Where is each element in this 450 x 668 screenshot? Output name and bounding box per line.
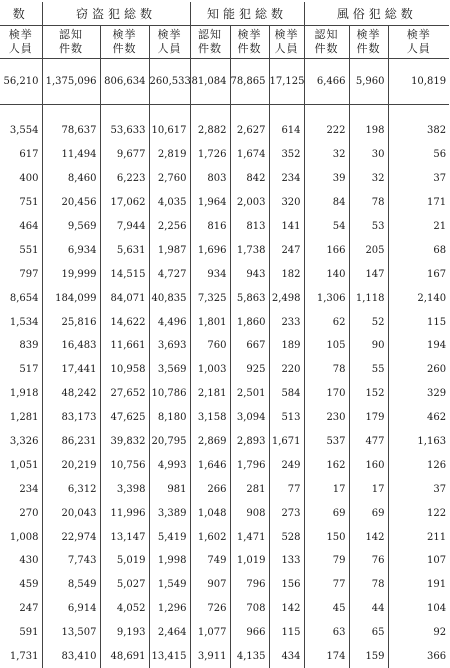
table-cell: 17 — [349, 477, 388, 501]
subheader-label: 検挙 人員 — [406, 28, 431, 55]
table-cell: 105 — [304, 334, 349, 358]
table-cell: 159 — [349, 645, 388, 668]
table-cell: 4,035 — [149, 191, 190, 215]
table-cell: 1,738 — [230, 238, 269, 262]
header-group-intellectual: 知能犯総数 — [190, 2, 304, 26]
table-cell: 63 — [304, 621, 349, 645]
table-cell: 45 — [304, 597, 349, 621]
table-cell: 83,173 — [42, 406, 100, 430]
table-cell: 174 — [304, 645, 349, 668]
subheader-label: 検挙 人員 — [274, 28, 299, 55]
table-cell: 92 — [388, 621, 449, 645]
table-cell: 1,860 — [230, 310, 269, 334]
table-cell: 1,296 — [149, 597, 190, 621]
table-cell: 908 — [230, 501, 269, 525]
total-cell: 5,960 — [349, 59, 388, 105]
table-cell: 8,549 — [42, 573, 100, 597]
subheader-label: 検挙 件数 — [112, 28, 137, 55]
subheader-cell — [349, 26, 388, 59]
table-cell: 270 — [19, 507, 39, 519]
table-cell: 3,693 — [149, 334, 190, 358]
table-cell: 839 — [19, 340, 39, 352]
total-cell: 6,466 — [304, 59, 349, 105]
total-cell: 56,210 — [0, 59, 42, 105]
header-group-morals: 風俗犯総数 — [304, 2, 449, 26]
table-cell: 107 — [388, 549, 449, 573]
table-row — [0, 262, 449, 286]
table-cell: 78 — [349, 191, 388, 215]
table-cell: 84,071 — [100, 286, 149, 310]
table-cell: 5,631 — [100, 238, 149, 262]
table-cell: 37 — [388, 477, 449, 501]
header-group-count: 数 — [0, 2, 42, 26]
table-subheader — [0, 26, 449, 59]
table-cell: 19,999 — [42, 262, 100, 286]
table-row — [0, 525, 449, 549]
table-cell: 53,633 — [100, 119, 149, 143]
table-cell: 803 — [190, 167, 230, 191]
table-cell: 30 — [349, 143, 388, 167]
table-cell: 7,325 — [190, 286, 230, 310]
table-cell: 32 — [349, 167, 388, 191]
table-cell: 4,727 — [149, 262, 190, 286]
table-cell: 40,835 — [149, 286, 190, 310]
table-cell: 13,147 — [100, 525, 149, 549]
table-cell: 17,441 — [42, 358, 100, 382]
table-cell: 39 — [304, 167, 349, 191]
subheader-cell — [0, 26, 42, 59]
table-cell: 464 — [19, 221, 39, 232]
table-cell: 366 — [388, 645, 449, 668]
table-cell: 281 — [230, 477, 269, 501]
subheader-cell — [388, 26, 449, 59]
table-cell: 233 — [269, 310, 304, 334]
table-cell: 9,193 — [100, 621, 149, 645]
table-cell: 77 — [269, 477, 304, 501]
table-cell: 400 — [19, 173, 39, 185]
table-cell: 617 — [19, 149, 39, 161]
table-cell: 2,498 — [269, 286, 304, 310]
table-cell: 477 — [349, 430, 388, 454]
table-cell: 966 — [230, 621, 269, 645]
table-row — [0, 334, 449, 358]
table-cell: 11,494 — [42, 143, 100, 167]
table-cell: 1,674 — [230, 143, 269, 167]
table-cell: 943 — [230, 262, 269, 286]
table-cell: 22,974 — [42, 525, 100, 549]
table-cell: 925 — [230, 358, 269, 382]
table-cell: 4,993 — [149, 453, 190, 477]
table-cell: 1,163 — [388, 430, 449, 454]
table-cell: 1,019 — [230, 549, 269, 573]
table-row — [0, 501, 449, 525]
subheader-label: 検挙 人員 — [8, 28, 33, 55]
table-cell: 171 — [388, 191, 449, 215]
table-cell: 78,637 — [42, 119, 100, 143]
table-cell: 8,654 — [9, 292, 39, 304]
table-cell: 1,801 — [190, 310, 230, 334]
subheader-label: 認知 件数 — [314, 28, 339, 55]
table-cell: 537 — [304, 430, 349, 454]
table-cell: 25,816 — [42, 310, 100, 334]
table-cell: 667 — [230, 334, 269, 358]
table-cell: 1,306 — [304, 286, 349, 310]
table-cell: 83,410 — [42, 645, 100, 668]
total-section — [0, 59, 449, 120]
table-cell: 434 — [269, 645, 304, 668]
table-cell: 3,326 — [9, 436, 39, 448]
table-row — [0, 430, 449, 454]
table-cell: 115 — [269, 621, 304, 645]
table-cell: 1,646 — [190, 453, 230, 477]
table-cell: 211 — [388, 525, 449, 549]
table-cell: 189 — [269, 334, 304, 358]
table-cell: 760 — [190, 334, 230, 358]
table-cell: 84 — [304, 191, 349, 215]
table-cell: 2,181 — [190, 382, 230, 406]
table-cell: 1,118 — [349, 286, 388, 310]
table-cell: 1,051 — [9, 459, 39, 471]
table-cell: 76 — [349, 549, 388, 573]
table-cell: 260 — [388, 358, 449, 382]
table-cell: 5,863 — [230, 286, 269, 310]
table-cell: 1,731 — [9, 651, 39, 663]
table-cell: 48,242 — [42, 382, 100, 406]
table-cell: 62 — [304, 310, 349, 334]
table-cell: 162 — [304, 453, 349, 477]
table-cell: 1,964 — [190, 191, 230, 215]
table-row — [0, 238, 449, 262]
table-cell: 2,256 — [149, 215, 190, 239]
table-cell: 2,627 — [230, 119, 269, 143]
table-row — [0, 573, 449, 597]
table-cell: 14,515 — [100, 262, 149, 286]
table-cell: 352 — [269, 143, 304, 167]
table-cell: 126 — [388, 453, 449, 477]
table-cell: 3,569 — [149, 358, 190, 382]
total-cell: 10,819 — [388, 59, 449, 105]
table-row — [0, 406, 449, 430]
table-cell: 1,281 — [9, 412, 39, 424]
table-cell: 104 — [388, 597, 449, 621]
subheader-cell — [100, 26, 149, 59]
table-body — [0, 119, 449, 668]
table-cell: 13,415 — [149, 645, 190, 668]
header-group-theft: 窃盗犯総数 — [42, 2, 190, 26]
table-cell: 55 — [349, 358, 388, 382]
table-cell: 14,622 — [100, 310, 149, 334]
subheader-label: 検挙 件数 — [237, 28, 262, 55]
table-cell: 584 — [269, 382, 304, 406]
table-row — [0, 477, 449, 501]
table-cell: 6,934 — [42, 238, 100, 262]
table-cell: 10,786 — [149, 382, 190, 406]
table-cell: 1,077 — [190, 621, 230, 645]
table-row — [0, 191, 449, 215]
table-cell: 39,832 — [100, 430, 149, 454]
crime-statistics-table — [0, 2, 449, 668]
table-cell: 591 — [19, 627, 39, 639]
subheader-cell — [304, 26, 349, 59]
table-cell: 9,677 — [100, 143, 149, 167]
table-cell: 152 — [349, 382, 388, 406]
table-cell: 4,135 — [230, 645, 269, 668]
table-cell: 11,996 — [100, 501, 149, 525]
table-cell: 273 — [269, 501, 304, 525]
table-cell: 141 — [269, 215, 304, 239]
table-cell: 1,602 — [190, 525, 230, 549]
table-cell: 708 — [230, 597, 269, 621]
table-cell: 1,696 — [190, 238, 230, 262]
table-cell: 8,460 — [42, 167, 100, 191]
table-cell: 20,219 — [42, 453, 100, 477]
total-cell: 1,375,096 — [42, 59, 100, 105]
table-cell: 2,501 — [230, 382, 269, 406]
table-cell: 17,062 — [100, 191, 149, 215]
table-row — [0, 621, 449, 645]
table-row — [0, 310, 449, 334]
table-cell: 191 — [388, 573, 449, 597]
table-cell: 115 — [388, 310, 449, 334]
table-cell: 194 — [388, 334, 449, 358]
table-cell: 5,019 — [100, 549, 149, 573]
table-cell: 1,987 — [149, 238, 190, 262]
table-cell: 2,893 — [230, 430, 269, 454]
table-cell: 184,099 — [42, 286, 100, 310]
table-cell: 266 — [190, 477, 230, 501]
subheader-label: 認知 件数 — [198, 28, 223, 55]
total-cell: 78,865 — [230, 59, 269, 105]
table-cell: 230 — [304, 406, 349, 430]
table-row — [0, 167, 449, 191]
subheader-cell — [190, 26, 230, 59]
table-cell: 813 — [230, 215, 269, 239]
subheader-label: 認知 件数 — [59, 28, 83, 55]
table-cell: 3,554 — [9, 125, 39, 137]
table-cell: 156 — [269, 573, 304, 597]
table-cell: 459 — [19, 579, 39, 591]
table-row — [0, 597, 449, 621]
table-cell: 182 — [269, 262, 304, 286]
table-cell: 2,819 — [149, 143, 190, 167]
table-row — [0, 382, 449, 406]
table-cell: 247 — [269, 238, 304, 262]
table-cell: 122 — [388, 501, 449, 525]
table-cell: 205 — [349, 238, 388, 262]
table-cell: 179 — [349, 406, 388, 430]
table-row — [0, 119, 449, 143]
table-cell: 47,625 — [100, 406, 149, 430]
table-cell: 10,958 — [100, 358, 149, 382]
table-cell: 320 — [269, 191, 304, 215]
table-cell: 10,756 — [100, 453, 149, 477]
table-cell: 65 — [349, 621, 388, 645]
table-cell: 10,617 — [149, 119, 190, 143]
table-cell: 796 — [230, 573, 269, 597]
table-cell: 53 — [349, 215, 388, 239]
table-cell: 17 — [304, 477, 349, 501]
subheader-label: 検挙 人員 — [157, 28, 182, 55]
table-cell: 816 — [190, 215, 230, 239]
table-cell: 20,456 — [42, 191, 100, 215]
table-cell: 37 — [388, 167, 449, 191]
table-cell: 86,231 — [42, 430, 100, 454]
table-cell: 234 — [19, 483, 39, 495]
total-cell: 260,533 — [149, 59, 190, 105]
table-cell: 1,534 — [9, 316, 39, 328]
table-cell: 1,003 — [190, 358, 230, 382]
spacer-row — [0, 105, 449, 120]
table-cell: 160 — [349, 453, 388, 477]
total-cell: 806,634 — [100, 59, 149, 105]
table-cell: 198 — [349, 119, 388, 143]
table-cell: 1,048 — [190, 501, 230, 525]
table-cell: 3,911 — [190, 645, 230, 668]
table-cell: 21 — [388, 215, 449, 239]
subheader-cell — [230, 26, 269, 59]
table-cell: 382 — [388, 119, 449, 143]
table-cell: 1,471 — [230, 525, 269, 549]
table-cell: 20,043 — [42, 501, 100, 525]
table-cell: 5,419 — [149, 525, 190, 549]
table-row — [0, 453, 449, 477]
table-cell: 3,389 — [149, 501, 190, 525]
table-cell: 3,398 — [100, 477, 149, 501]
table-row — [0, 645, 449, 668]
table-cell: 170 — [304, 382, 349, 406]
total-row — [0, 59, 449, 105]
table-cell: 528 — [269, 525, 304, 549]
table-cell: 1,671 — [269, 430, 304, 454]
table-cell: 11,661 — [100, 334, 149, 358]
table-cell: 68 — [388, 238, 449, 262]
table-cell: 8,180 — [149, 406, 190, 430]
table-cell: 4,052 — [100, 597, 149, 621]
table-cell: 329 — [388, 382, 449, 406]
table-row — [0, 549, 449, 573]
table-cell: 247 — [19, 603, 39, 615]
table-cell: 222 — [304, 119, 349, 143]
total-cell: 17,125 — [269, 59, 304, 105]
table-row — [0, 215, 449, 239]
table-cell: 249 — [269, 453, 304, 477]
table-cell: 4,496 — [149, 310, 190, 334]
table-cell: 147 — [349, 262, 388, 286]
table-cell: 551 — [19, 244, 39, 256]
table-cell: 5,027 — [100, 573, 149, 597]
total-cell: 81,084 — [190, 59, 230, 105]
table-row — [0, 286, 449, 310]
table-cell: 140 — [304, 262, 349, 286]
table-cell: 797 — [19, 268, 39, 280]
table-header — [0, 2, 449, 59]
table-cell: 2,140 — [388, 286, 449, 310]
table-cell: 69 — [349, 501, 388, 525]
table-cell: 77 — [304, 573, 349, 597]
table-cell: 981 — [149, 477, 190, 501]
table-cell: 2,464 — [149, 621, 190, 645]
table-cell: 52 — [349, 310, 388, 334]
table-cell: 6,223 — [100, 167, 149, 191]
table-cell: 1,549 — [149, 573, 190, 597]
table-cell: 7,944 — [100, 215, 149, 239]
table-cell: 27,652 — [100, 382, 149, 406]
table-row — [0, 143, 449, 167]
table-cell: 462 — [388, 406, 449, 430]
table-cell: 90 — [349, 334, 388, 358]
subheader-label: 検挙 件数 — [356, 28, 381, 55]
table-cell: 54 — [304, 215, 349, 239]
table-cell: 7,743 — [42, 549, 100, 573]
table-cell: 69 — [304, 501, 349, 525]
table-cell: 133 — [269, 549, 304, 573]
table-cell: 32 — [304, 143, 349, 167]
table-cell: 1,918 — [9, 388, 39, 400]
table-cell: 1,998 — [149, 549, 190, 573]
table-cell: 20,795 — [149, 430, 190, 454]
table-cell: 2,003 — [230, 191, 269, 215]
table-cell: 78 — [304, 358, 349, 382]
table-cell: 167 — [388, 262, 449, 286]
table-row — [0, 358, 449, 382]
table-cell: 3,158 — [190, 406, 230, 430]
table-cell: 78 — [349, 573, 388, 597]
table-cell: 2,869 — [190, 430, 230, 454]
table-cell: 842 — [230, 167, 269, 191]
subheader-cell — [42, 26, 100, 59]
table-cell: 48,691 — [100, 645, 149, 668]
table-cell: 1,008 — [9, 531, 39, 543]
table-cell: 726 — [190, 597, 230, 621]
table-cell: 142 — [349, 525, 388, 549]
table-cell: 150 — [304, 525, 349, 549]
table-cell: 513 — [269, 406, 304, 430]
table-cell: 56 — [388, 143, 449, 167]
table-cell: 1,726 — [190, 143, 230, 167]
subheader-cell — [269, 26, 304, 59]
table-cell: 220 — [269, 358, 304, 382]
table-cell: 166 — [304, 238, 349, 262]
table-cell: 234 — [269, 167, 304, 191]
table-cell: 614 — [269, 119, 304, 143]
table-cell: 6,914 — [42, 597, 100, 621]
table-cell: 142 — [269, 597, 304, 621]
table-cell: 13,507 — [42, 621, 100, 645]
table-cell: 934 — [190, 262, 230, 286]
table-cell: 1,796 — [230, 453, 269, 477]
table-cell: 3,094 — [230, 406, 269, 430]
table-cell: 6,312 — [42, 477, 100, 501]
table-cell: 517 — [19, 364, 39, 376]
subheader-cell — [149, 26, 190, 59]
table-cell: 44 — [349, 597, 388, 621]
table-cell: 751 — [19, 197, 39, 209]
table-cell: 16,483 — [42, 334, 100, 358]
table-cell: 2,882 — [190, 119, 230, 143]
table-cell: 907 — [190, 573, 230, 597]
table-cell: 79 — [304, 549, 349, 573]
table-cell: 430 — [19, 555, 39, 567]
table-cell: 2,760 — [149, 167, 190, 191]
table-cell: 749 — [190, 549, 230, 573]
table-cell: 9,569 — [42, 215, 100, 239]
